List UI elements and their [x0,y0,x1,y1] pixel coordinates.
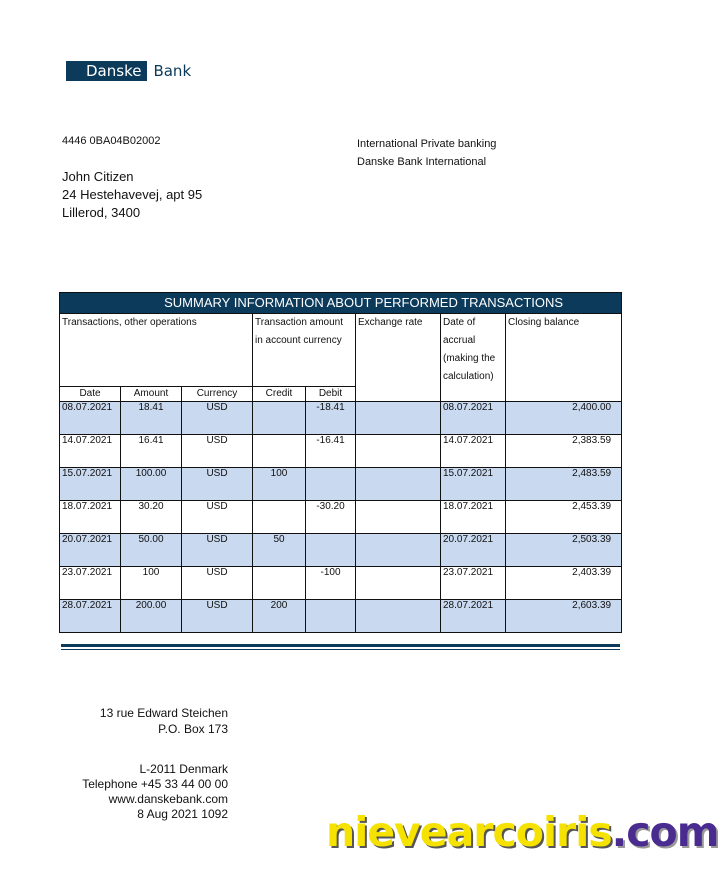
cell-date: 20.07.2021 [60,534,121,567]
cell-amount: 50.00 [121,534,182,567]
subheader-currency: Currency [182,387,253,402]
cell-amount: 30.20 [121,501,182,534]
customer-city: Lillerod, 3400 [62,205,141,220]
table-row [60,402,622,435]
footer-street: 13 rue Edward Steichen [99,706,228,720]
cell-currency: USD [182,501,253,534]
table-row [60,501,622,534]
cell-closing-balance: 2,503.39 [506,534,622,567]
cell-amount: 200.00 [121,600,182,633]
cell-amount: 100 [121,567,182,600]
logo-mark: Danske [66,61,147,81]
subheader-date: Date [60,387,121,402]
cell-accrual-date: 14.07.2021 [441,435,506,468]
footer-website: www.danskebank.com [108,792,228,806]
danske-bank-logo [66,61,207,81]
cell-credit [253,435,306,468]
cell-currency: USD [182,600,253,633]
cell-currency: USD [182,468,253,501]
subheader-credit: Credit [253,387,306,402]
footer-postal: L-2011 Denmark [139,762,228,776]
cell-credit: 50 [253,534,306,567]
cell-accrual-date: 15.07.2021 [441,468,506,501]
cell-currency: USD [182,567,253,600]
watermark [326,808,718,856]
cell-closing-balance: 2,603.39 [506,600,622,633]
footer-phone: Telephone +45 33 44 00 00 [82,777,228,791]
header-exchange-rate: Exchange rate [356,314,441,402]
cell-exchange-rate [356,468,441,501]
subheader-amount: Amount [121,387,182,402]
cell-debit [306,600,356,633]
cell-accrual-date: 20.07.2021 [441,534,506,567]
table-row [60,567,622,600]
footer-divider [61,644,620,647]
cell-exchange-rate [356,534,441,567]
cell-credit [253,402,306,435]
cell-date: 08.07.2021 [60,402,121,435]
cell-accrual-date: 28.07.2021 [441,600,506,633]
watermark-tld: .com [611,808,718,856]
cell-exchange-rate [356,600,441,633]
cell-exchange-rate [356,402,441,435]
bank-line-2: Danske Bank International [357,156,487,168]
cell-currency: USD [182,435,253,468]
cell-closing-balance: 2,453.39 [506,501,622,534]
cell-closing-balance: 2,400.00 [506,402,622,435]
footer-pobox: P.O. Box 173 [158,722,228,736]
cell-currency: USD [182,534,253,567]
cell-debit [306,468,356,501]
header-closing-balance: Closing balance [506,314,622,402]
cell-date: 23.07.2021 [60,567,121,600]
cell-accrual-date: 18.07.2021 [441,501,506,534]
cell-debit: -30.20 [306,501,356,534]
customer-address [62,168,202,222]
footer-contact [82,762,228,822]
table-row [60,468,622,501]
footer-address [100,705,228,737]
cell-currency: USD [182,402,253,435]
cell-closing-balance: 2,383.59 [506,435,622,468]
cell-debit: -18.41 [306,402,356,435]
cell-date: 18.07.2021 [60,501,121,534]
cell-amount: 18.41 [121,402,182,435]
cell-credit [253,501,306,534]
bank-line-1: International Private banking [357,138,497,150]
cell-date: 28.07.2021 [60,600,121,633]
cell-credit [253,567,306,600]
cell-closing-balance: 2,483.59 [506,468,622,501]
cell-exchange-rate [356,501,441,534]
subheader-debit: Debit [306,387,356,402]
table-title: SUMMARY INFORMATION ABOUT PERFORMED TRANSACTIONS [60,293,622,314]
table-row [60,534,622,567]
account-reference: 4446 0BA04B02002 [62,135,161,147]
cell-amount: 16.41 [121,435,182,468]
header-transactions: Transactions, other operations [60,314,253,387]
customer-street: 24 Hestehavevej, apt 95 [62,187,203,202]
cell-credit: 200 [253,600,306,633]
cell-credit: 100 [253,468,306,501]
cell-accrual-date: 23.07.2021 [441,567,506,600]
cell-accrual-date: 08.07.2021 [441,402,506,435]
table-row [60,600,622,633]
table-row [60,435,622,468]
footer-divider-thin [61,649,620,650]
watermark-name: nievearcoiris [326,808,612,856]
customer-name: John Citizen [62,169,134,184]
header-date-accrual: Date of accrual (making the calculation) [441,314,506,402]
bank-info [357,135,496,171]
cell-closing-balance: 2,403.39 [506,567,622,600]
cell-date: 14.07.2021 [60,435,121,468]
logo-text: Bank [153,62,192,80]
cell-exchange-rate [356,435,441,468]
cell-exchange-rate [356,567,441,600]
transactions-table [59,292,622,633]
cell-amount: 100.00 [121,468,182,501]
footer-date-ref: 8 Aug 2021 1092 [137,807,228,821]
cell-date: 15.07.2021 [60,468,121,501]
header-amount-currency: Transaction amount in account currency [253,314,356,387]
cell-debit: -16.41 [306,435,356,468]
cell-debit [306,534,356,567]
cell-debit: -100 [306,567,356,600]
